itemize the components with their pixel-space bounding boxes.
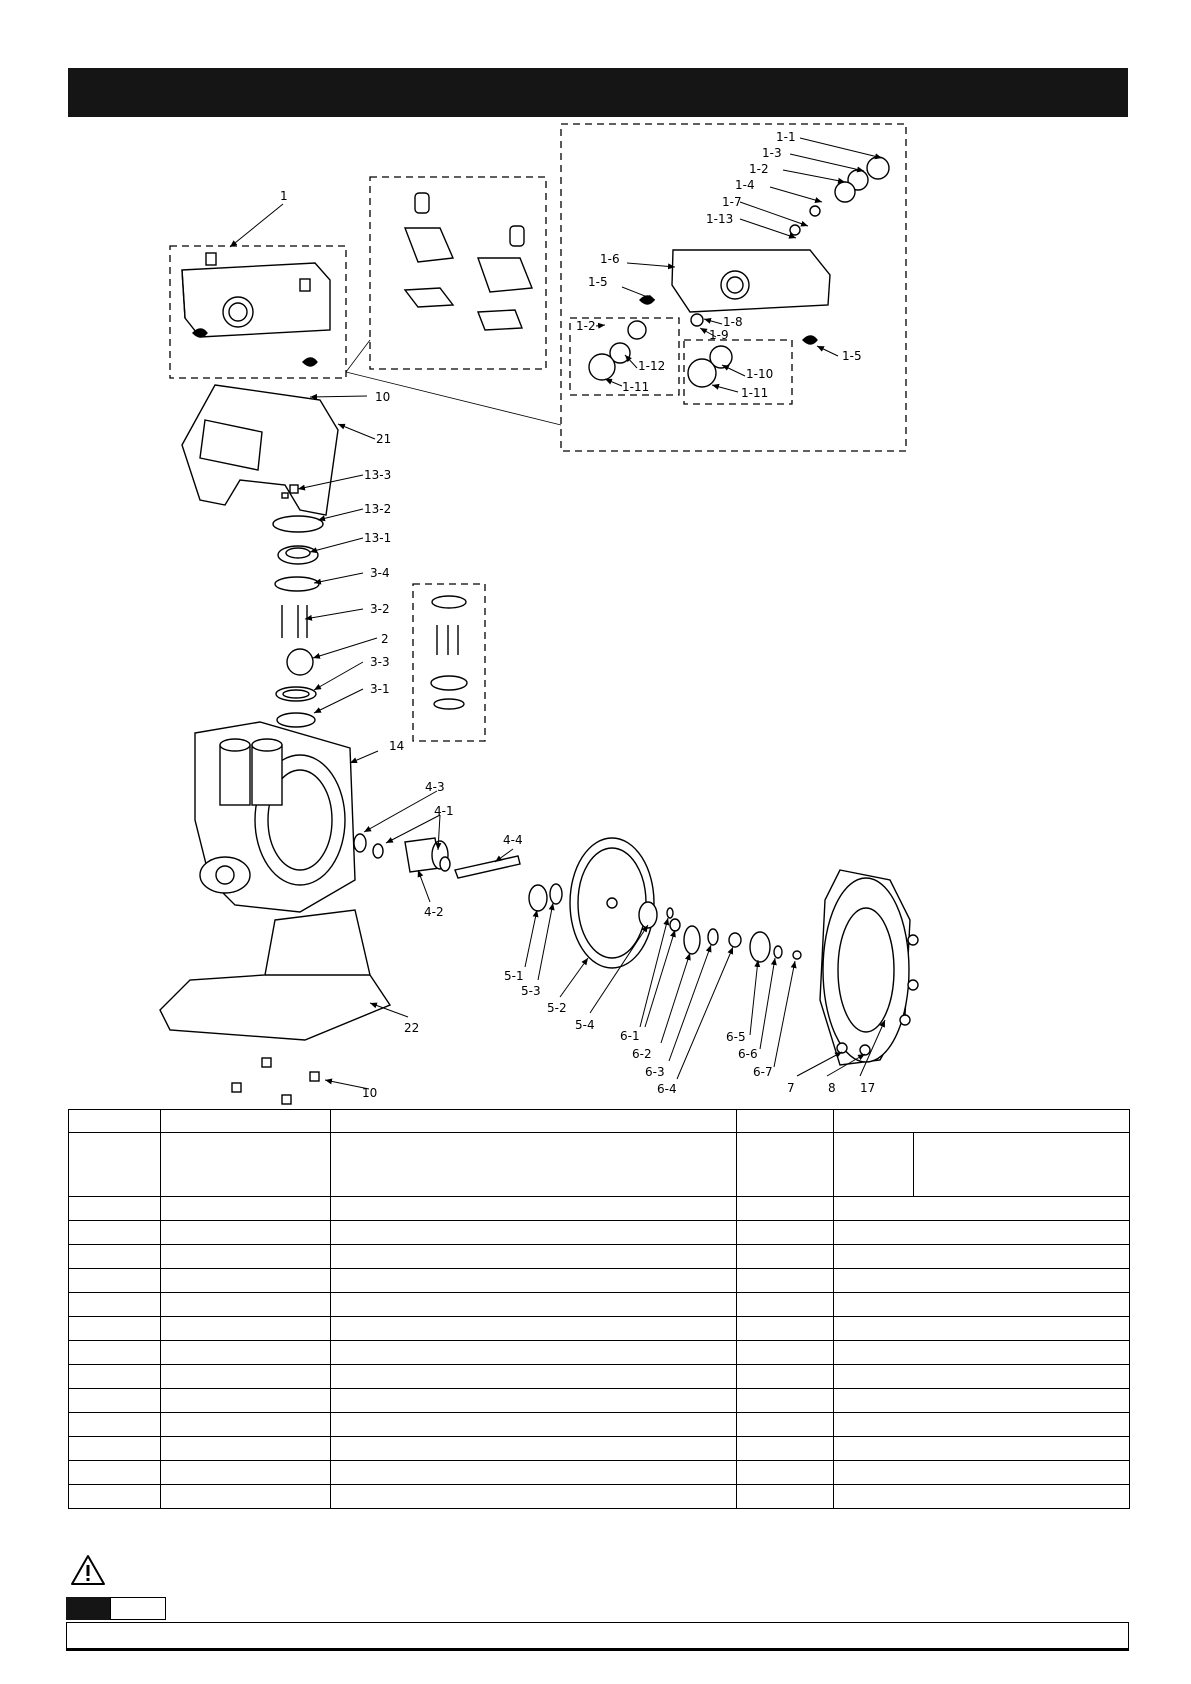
table-row	[69, 1245, 1130, 1269]
callout-10: 10	[375, 390, 391, 404]
callout-1-6: 1-6	[600, 252, 620, 266]
callout-1-3: 1-3	[762, 146, 782, 160]
table-header-cell	[834, 1110, 1130, 1133]
table-cell	[69, 1485, 161, 1509]
callout-1-10: 1-10	[746, 367, 774, 381]
table-cell	[69, 1413, 161, 1437]
table-cell	[834, 1133, 914, 1197]
callout-1-9: 1-9	[709, 328, 729, 342]
table-cell	[737, 1365, 834, 1389]
table-cell	[834, 1389, 1130, 1413]
table-cell	[69, 1365, 161, 1389]
callout-1-13: 1-13	[706, 212, 734, 226]
table-cell	[834, 1461, 1130, 1485]
table-cell	[737, 1413, 834, 1437]
table-cell	[834, 1413, 1130, 1437]
table-cell	[161, 1245, 331, 1269]
table-cell	[69, 1293, 161, 1317]
callout-17: 17	[860, 1081, 876, 1095]
table-cell	[161, 1365, 331, 1389]
table-cell	[161, 1413, 331, 1437]
table-cell	[69, 1461, 161, 1485]
callout-1-8: 1-8	[723, 315, 743, 329]
table-cell	[161, 1221, 331, 1245]
callout-1-5: 1-5	[588, 275, 608, 289]
table-row	[69, 1437, 1130, 1461]
callout-1-11: 1-11	[741, 386, 769, 400]
fittings-part	[405, 193, 532, 330]
callout-1-11: 1-11	[622, 380, 650, 394]
table-cell	[834, 1293, 1130, 1317]
table-cell	[737, 1485, 834, 1509]
callout-7: 7	[787, 1081, 795, 1095]
callout-6-1: 6-1	[620, 1029, 640, 1043]
callout-3-1: 3-1	[370, 682, 390, 696]
callout-3-2: 3-2	[370, 602, 390, 616]
warning-icon	[70, 1554, 106, 1586]
table-cell	[69, 1317, 161, 1341]
callout-1-1: 1-1	[776, 130, 796, 144]
table-cell	[834, 1221, 1130, 1245]
pump-body-part	[195, 722, 355, 912]
table-cell	[834, 1197, 1130, 1221]
callout-3-3: 3-3	[370, 655, 390, 669]
callout-2: 2	[381, 632, 389, 646]
valve-stack-part	[273, 485, 323, 727]
table-cell	[161, 1293, 331, 1317]
table-cell	[69, 1269, 161, 1293]
table-cell	[161, 1317, 331, 1341]
table-cell	[161, 1341, 331, 1365]
table-header-cell	[69, 1110, 161, 1133]
footer-tab-dark	[66, 1597, 110, 1620]
table-cell	[737, 1461, 834, 1485]
table-cell	[737, 1341, 834, 1365]
table-cell	[331, 1413, 737, 1437]
table-cell	[737, 1317, 834, 1341]
callout-22: 22	[404, 1021, 420, 1035]
callout-6-4: 6-4	[657, 1082, 677, 1096]
table-row	[69, 1269, 1130, 1293]
callout-5-3: 5-3	[521, 984, 541, 998]
table-cell	[834, 1245, 1130, 1269]
callout-4-2: 4-2	[424, 905, 444, 919]
table-cell	[331, 1221, 737, 1245]
callout-6-5: 6-5	[726, 1030, 746, 1044]
table-row	[69, 1389, 1130, 1413]
connector-line	[346, 340, 370, 372]
callout-1-2: 1-2	[576, 319, 596, 333]
table-cell	[834, 1365, 1130, 1389]
table-cell	[737, 1437, 834, 1461]
table-cell	[331, 1389, 737, 1413]
callout-14: 14	[389, 739, 405, 753]
parts-table	[68, 1109, 1130, 1509]
table-cell	[331, 1317, 737, 1341]
table-cell	[331, 1197, 737, 1221]
table-cell	[161, 1485, 331, 1509]
diaphragm-part	[529, 838, 657, 968]
callout-21: 21	[376, 432, 392, 446]
table-cell	[737, 1269, 834, 1293]
callout-6-6: 6-6	[738, 1047, 758, 1061]
callout-13-1: 13-1	[364, 531, 392, 545]
table-cell	[331, 1133, 737, 1197]
callout-8: 8	[828, 1081, 836, 1095]
base-stand-part	[160, 910, 390, 1104]
table-cell	[69, 1221, 161, 1245]
air-cover-part	[182, 253, 330, 366]
outer-chamber-part	[820, 870, 918, 1065]
table-cell	[331, 1269, 737, 1293]
table-cell	[331, 1461, 737, 1485]
table-cell	[69, 1437, 161, 1461]
table-cell	[737, 1133, 834, 1197]
table-row	[69, 1293, 1130, 1317]
table-cell	[834, 1485, 1130, 1509]
guard-part	[182, 385, 338, 515]
table-row	[69, 1197, 1130, 1221]
table-cell	[161, 1269, 331, 1293]
table-row	[69, 1365, 1130, 1389]
table-header-row	[69, 1110, 1130, 1133]
footer-bar	[66, 1622, 1129, 1651]
table-cell	[331, 1293, 737, 1317]
table-header-cell	[331, 1110, 737, 1133]
table-cell	[914, 1133, 1130, 1197]
callout-1-12: 1-12	[638, 359, 666, 373]
table-cell	[737, 1245, 834, 1269]
table-cell	[161, 1197, 331, 1221]
table-row	[69, 1341, 1130, 1365]
table-cell	[161, 1133, 331, 1197]
callout-1-4: 1-4	[735, 178, 755, 192]
table-cell	[834, 1341, 1130, 1365]
callout-6-2: 6-2	[632, 1047, 652, 1061]
table-cell	[737, 1389, 834, 1413]
table-cell	[161, 1437, 331, 1461]
table-cell	[331, 1485, 737, 1509]
valve-components-part	[667, 908, 801, 962]
valve-kit-part	[431, 596, 467, 709]
callout-5-2: 5-2	[547, 1001, 567, 1015]
footer-tab-light	[110, 1597, 166, 1620]
callout-4-1: 4-1	[434, 804, 454, 818]
table-cell	[331, 1341, 737, 1365]
callout-5-4: 5-4	[575, 1018, 595, 1032]
table-cell	[834, 1437, 1130, 1461]
table-header-cell	[161, 1110, 331, 1133]
callout-1-5: 1-5	[842, 349, 862, 363]
table-cell	[834, 1269, 1130, 1293]
table-cell	[69, 1341, 161, 1365]
table-cell	[161, 1389, 331, 1413]
callout-6-3: 6-3	[645, 1065, 665, 1079]
table-cell	[737, 1221, 834, 1245]
callout-10: 10	[362, 1086, 378, 1100]
table-cell	[331, 1245, 737, 1269]
callout-4-4: 4-4	[503, 833, 523, 847]
table-cell	[834, 1317, 1130, 1341]
callout-13-2: 13-2	[364, 502, 392, 516]
callout-1-7: 1-7	[722, 195, 742, 209]
table-row	[69, 1413, 1130, 1437]
table-cell	[69, 1245, 161, 1269]
table-header-cell	[737, 1110, 834, 1133]
table-cell	[161, 1461, 331, 1485]
callout-6-7: 6-7	[753, 1065, 773, 1079]
table-row	[69, 1485, 1130, 1509]
callout-4-3: 4-3	[425, 780, 445, 794]
table-cell	[737, 1293, 834, 1317]
callout-3-4: 3-4	[370, 566, 390, 580]
table-cell	[69, 1389, 161, 1413]
table-cell	[737, 1197, 834, 1221]
table-cell	[69, 1197, 161, 1221]
callout-1: 1	[280, 189, 288, 203]
callout-5-1: 5-1	[504, 969, 524, 983]
table-row	[69, 1317, 1130, 1341]
callout-13-3: 13-3	[364, 468, 392, 482]
table-cell	[331, 1365, 737, 1389]
table-cell	[69, 1133, 161, 1197]
table-subheader-row	[69, 1133, 1130, 1197]
table-row	[69, 1221, 1130, 1245]
table-cell	[331, 1437, 737, 1461]
callout-1-2: 1-2	[749, 162, 769, 176]
shaft-assembly-part	[354, 834, 520, 878]
table-row	[69, 1461, 1130, 1485]
